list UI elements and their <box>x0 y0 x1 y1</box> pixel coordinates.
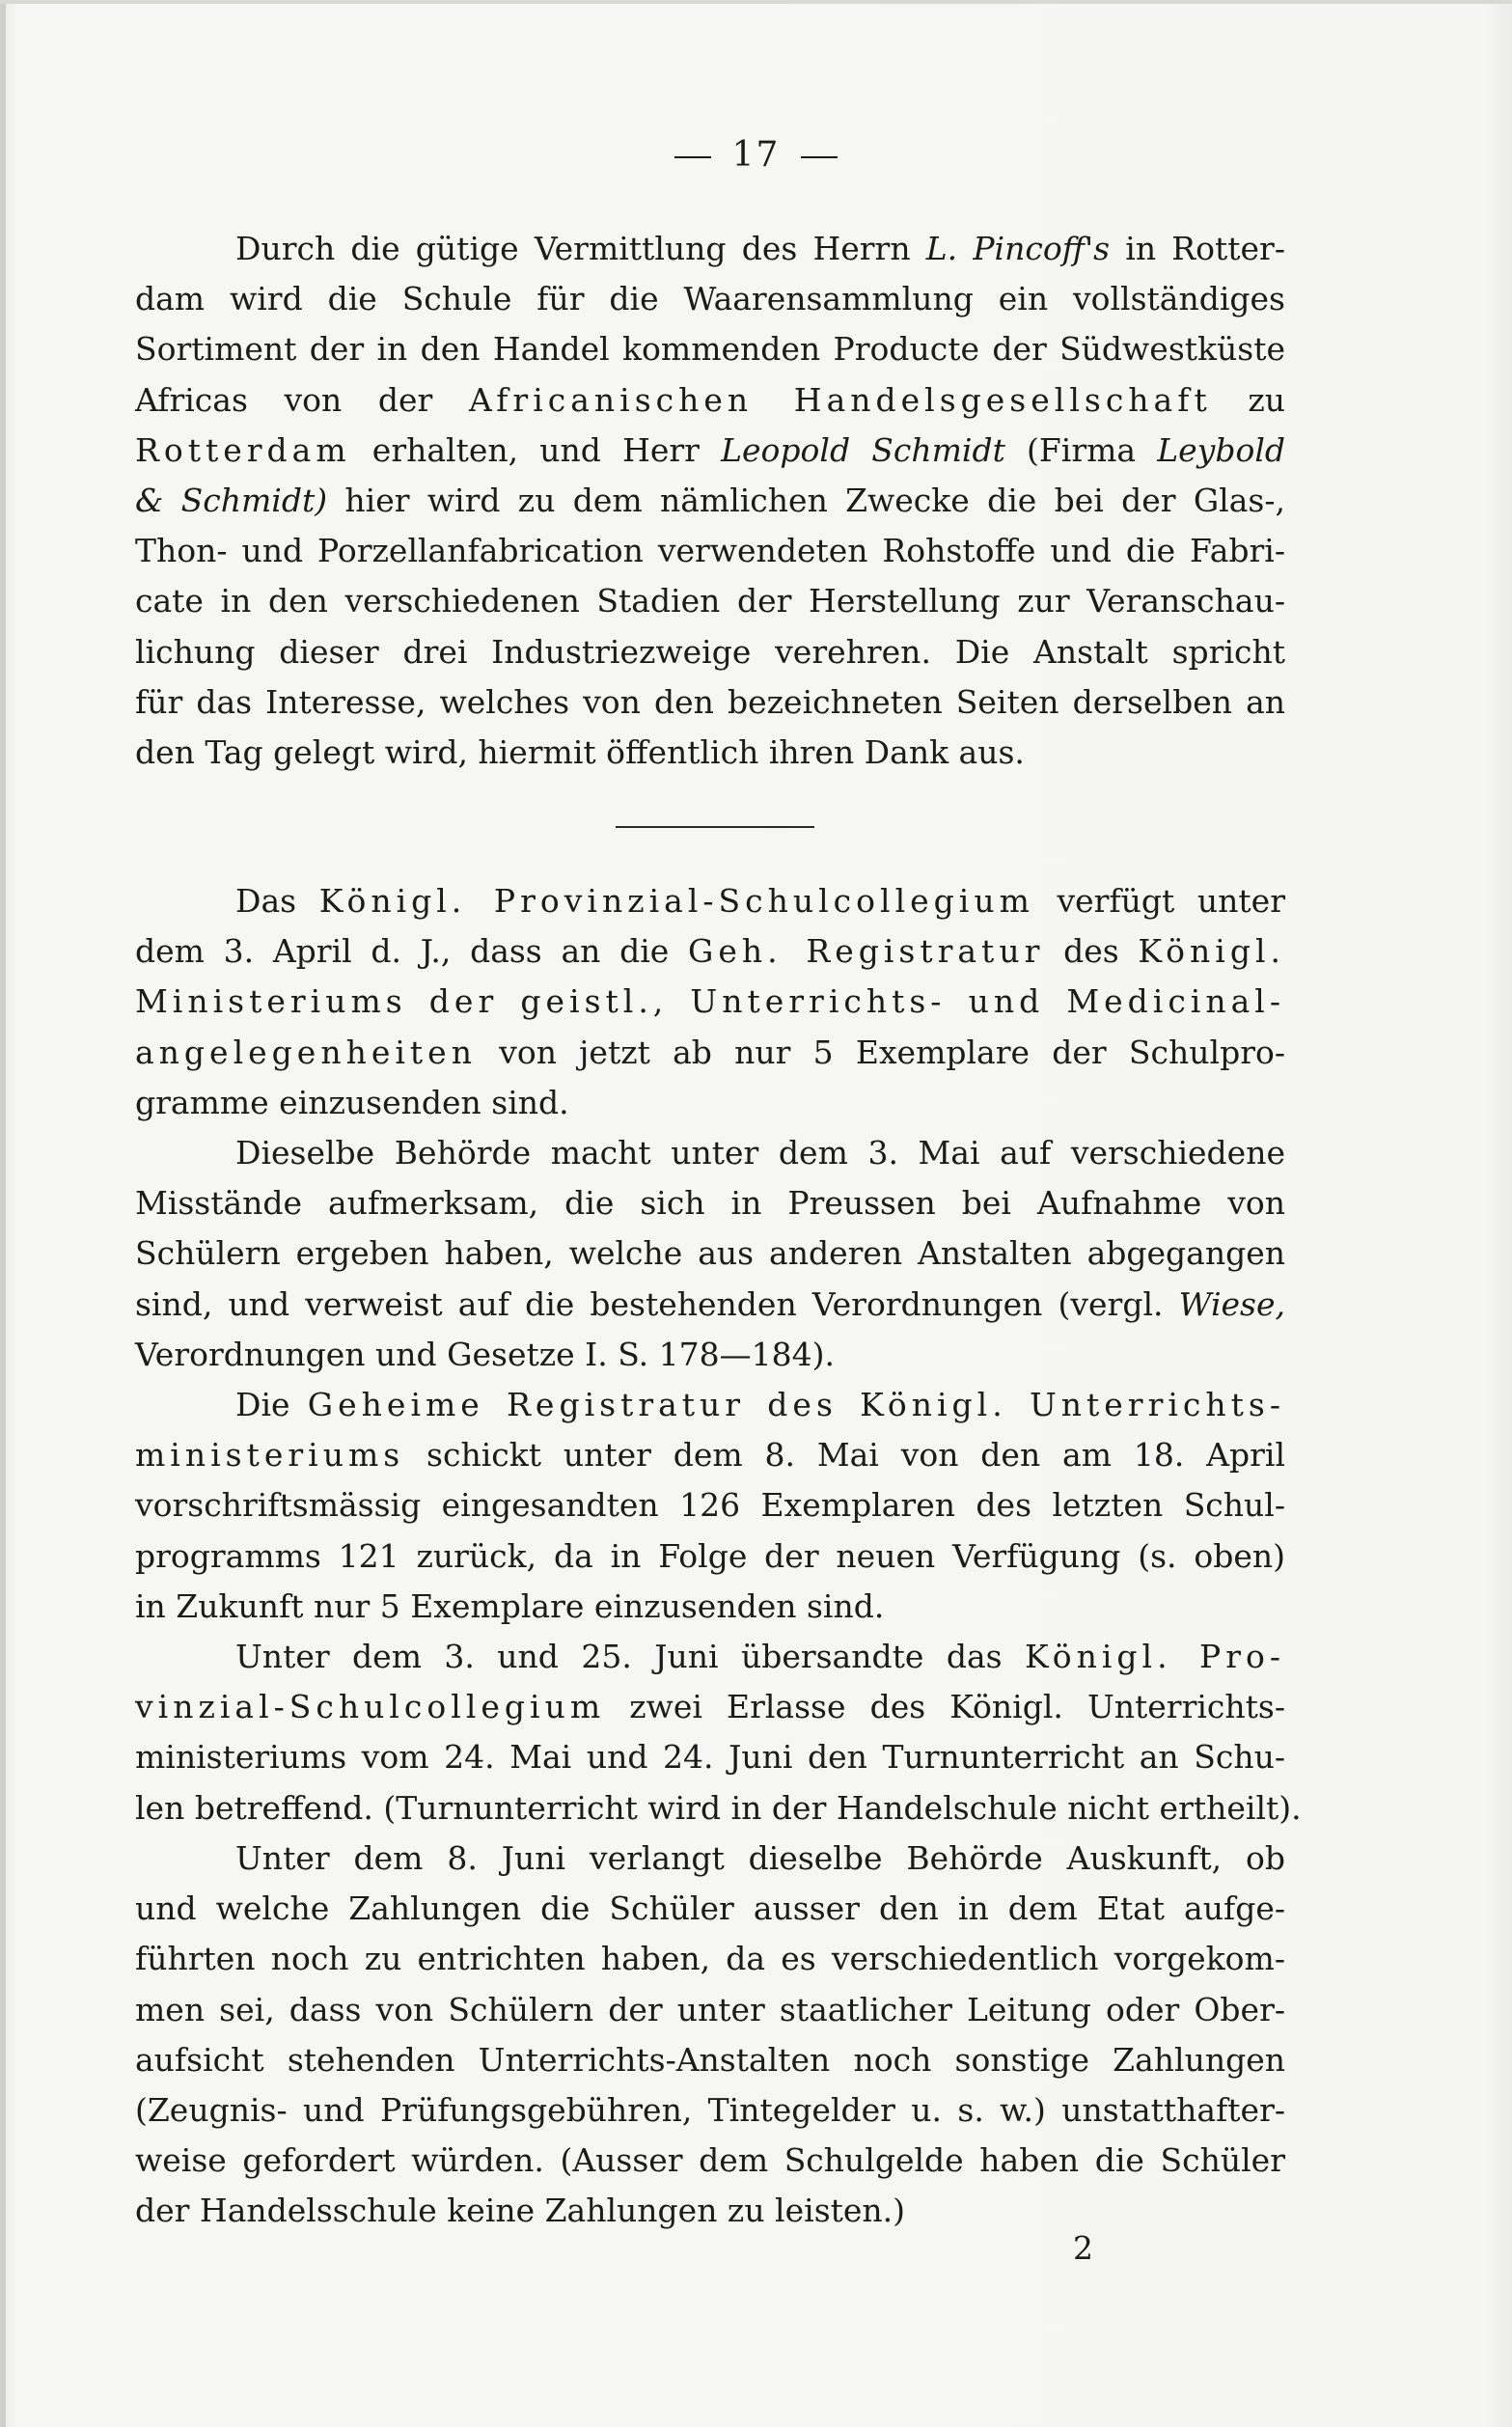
text-line: aufsicht stehenden Unterrichts-Anstalten noch sonstige Zahlungen <box>135 2040 1285 2079</box>
text-line: len betreffend. (Turnunterricht wird in der Handelschule nicht ertheilt). <box>135 1788 1302 1827</box>
text-line: weise gefordert würden. (Ausser dem Schulgelde haben die Schüler <box>135 2141 1285 2180</box>
page-top-edge <box>0 0 1512 4</box>
text-line: Ministeriums der geistl., Unterrichts- und Medicinal- <box>135 982 1285 1021</box>
text-line: führten noch zu entrichten haben, da es verschiedentlich vorgekom- <box>135 1940 1285 1978</box>
text-line: Unter dem 3. und 25. Juni übersandte das Königl. Pro- <box>235 1638 1285 1675</box>
text-line: gramme einzusenden sind. <box>135 1083 569 1121</box>
text-line: und welche Zahlungen die Schüler ausser den in dem Etat aufge- <box>135 1889 1285 1928</box>
text-line: Dieselbe Behörde macht unter dem 3. Mai auf verschiedene <box>235 1134 1285 1172</box>
text-line: sind, und verweist auf die bestehenden Verordnungen (vergl. Wiese, <box>135 1284 1285 1323</box>
text-line: Thon- und Porzellanfabrication verwendeten Rohstoffe und die Fabri- <box>135 532 1285 570</box>
section-divider <box>616 826 814 828</box>
text-line: Schülern ergeben haben, welche aus anderen Anstalten abgegangen <box>135 1234 1285 1273</box>
signature-mark: 2 <box>1073 2229 1093 2267</box>
text-line: den Tag gelegt wird, hiermit öffentlich ihren Dank aus. <box>135 732 1025 771</box>
text-line: vorschriftsmässig eingesandten 126 Exemplaren des letzten Schul- <box>135 1486 1285 1525</box>
text-line: (Zeugnis- und Prüfungsgebühren, Tintegelder u. s. w.) unstatthafter- <box>135 2090 1285 2129</box>
text-line: Die Geheime Registratur des Königl. Unterrichts- <box>235 1386 1285 1423</box>
text-line: Durch die gütige Vermittlung des Herrn L. Pincoff's in Rotter- <box>235 230 1285 267</box>
text-line: Das Königl. Provinzial-Schulcollegium verfügt unter <box>235 882 1285 920</box>
page-header <box>0 135 1512 175</box>
header-dash-right <box>801 156 838 158</box>
text-line: der Handelsschule keine Zahlungen zu leisten.) <box>135 2192 906 2230</box>
text-line: programms 121 zurück, da in Folge der neuen Verfügung (s. oben) <box>135 1536 1285 1575</box>
text-line: Rotterdam erhalten, und Herr Leopold Schmidt (Firma Leybold <box>135 430 1286 469</box>
page-left-edge <box>0 0 6 2427</box>
text-line: cate in den verschiedenen Stadien der Herstellung zur Veranschau- <box>135 582 1285 621</box>
text-line: ministeriums schickt unter dem 8. Mai von den am 18. April <box>135 1436 1285 1475</box>
text-line: men sei, dass von Schülern der unter staatlicher Leitung oder Ober- <box>135 1990 1285 2028</box>
header-dash-left <box>674 156 711 158</box>
text-line: für das Interesse, welches von den bezeichneten Seiten derselben an <box>135 682 1285 721</box>
text-line: dem 3. April d. J., dass an die Geh. Registratur des Königl. <box>135 932 1285 971</box>
text-line: angelegenheiten von jetzt ab nur 5 Exemplare der Schulpro- <box>135 1033 1285 1071</box>
paragraph-schulcollegium <box>135 876 1285 1128</box>
paragraph-registratur <box>135 1380 1285 1632</box>
text-line: Africas von der Africanischen Handelsgesellschaft zu <box>135 380 1285 419</box>
text-line: & Schmidt) hier wird zu dem nämlichen Zwecke die bei der Glas-, <box>135 481 1285 519</box>
paragraph-zahlungen <box>135 1834 1285 2237</box>
text-line: Sortiment der in den Handel kommenden Producte der Südwestküste <box>135 330 1285 369</box>
text-line: lichung dieser drei Industriezweige verehren. Die Anstalt spricht <box>135 632 1285 671</box>
text-line: Misstände aufmerksam, die sich in Preussen bei Aufnahme von <box>135 1184 1285 1223</box>
text-line: Verordnungen und Gesetze I. S. 178—184). <box>135 1335 835 1373</box>
page-number: 17 <box>731 135 781 175</box>
text-line: dam wird die Schule für die Waarensammlung ein vollständiges <box>135 280 1285 318</box>
text-line: Unter dem 8. Juni verlangt dieselbe Behörde Auskunft, ob <box>235 1839 1285 1877</box>
text-line: vinzial-Schulcollegium zwei Erlasse des Königl. Unterrichts- <box>135 1688 1285 1726</box>
paragraph-donation <box>135 224 1285 778</box>
text-line: ministeriums vom 24. Mai und 24. Juni den Turnunterricht an Schu- <box>135 1738 1285 1777</box>
paragraph-turnunterricht <box>135 1632 1302 1834</box>
paragraph-misstaende <box>135 1128 1285 1380</box>
text-line: in Zukunft nur 5 Exemplare einzusenden sind. <box>135 1586 885 1625</box>
